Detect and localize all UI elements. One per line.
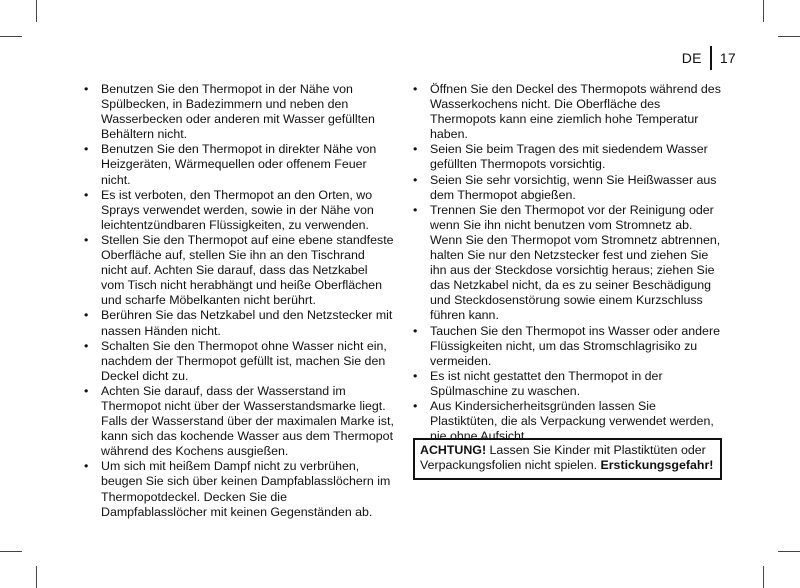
crop-mark-bottom-right-vertical: [763, 566, 764, 588]
page-header: [682, 46, 736, 70]
warning-box: [413, 438, 722, 480]
list-item: • Trennen Sie den Thermopot vor der Reinigung oder wenn Sie ihn nicht benutzen vom Stromnetz ab. Wenn Sie den Thermopot vom Stromnetz abtrennen, halten Sie nur den Netzstecker fest und ziehen Sie ihn aus der Steckdose vorsichtig heraus; ziehen Sie das Netzkabel nicht, da es zu seiner Beschädigung und Steckdosenstörung sowie einem Kurzschluss führen kann.: [413, 203, 721, 324]
list-item: • Öffnen Sie den Deckel des Thermopots während des Wasserkochens nicht. Die Oberfläche des Thermopots kann eine ziemlich hohe Temperatur haben.: [413, 82, 721, 142]
warning-label: ACHTUNG!: [420, 443, 487, 457]
list-item: • Seien Sie sehr vorsichtig, wenn Sie Heißwasser aus dem Thermopot abgießen.: [413, 173, 721, 203]
left-column-list: [84, 82, 394, 520]
list-item: • Schalten Sie den Thermopot ohne Wasser nicht ein, nachdem der Thermopot gefüllt ist, machen Sie den Deckel dicht zu.: [84, 339, 394, 384]
crop-mark-top-right-horizontal: [778, 36, 800, 37]
language-code: DE: [681, 50, 702, 66]
list-item: • Aus Kindersicherheitsgründen lassen Sie Plastiktüten, die als Verpackung verwendet werden, nie ohne Aufsicht.: [413, 399, 721, 444]
header-divider: [710, 46, 712, 70]
list-item: • Achten Sie darauf, dass der Wasserstand im Thermopot nicht über der Wasserstandsmarke liegt. Falls der Wasserstand über der maximalen Marke ist, kann sich das kochende Wasser aus dem Thermopot während des Kochens ausgießen.: [84, 384, 394, 459]
list-item: • Berühren Sie das Netzkabel und den Netzstecker mit nassen Händen nicht.: [84, 308, 394, 338]
list-item: • Es ist verboten, den Thermopot an den Orten, wo Sprays verwendet werden, sowie in der Nähe von leichtentzündbaren Flüssigkeiten, zu verwenden.: [84, 188, 394, 233]
list-item: • Benutzen Sie den Thermopot in der Nähe von Spülbecken, in Badezimmern und neben den Wasserbecken oder anderen mit Wasser gefüllten Behältern nicht.: [84, 82, 394, 142]
page-number: 17: [719, 50, 736, 66]
crop-mark-bottom-right-horizontal: [778, 551, 800, 552]
crop-mark-bottom-left-horizontal: [0, 551, 22, 552]
crop-mark-top-right-vertical: [763, 0, 764, 22]
warning-emphasis: Erstickungsgefahr!: [600, 458, 714, 473]
crop-mark-top-left-horizontal: [0, 36, 22, 37]
list-item: • Um sich mit heißem Dampf nicht zu verbrühen, beugen Sie sich über keinen Dampfablasslöchern im Thermopotdeckel. Decken Sie die Dampfablasslöcher mit keinen Gegenständen ab.: [84, 459, 394, 519]
crop-mark-bottom-left-vertical: [36, 566, 37, 588]
list-item: • Es ist nicht gestattet den Thermopot in der Spülmaschine zu waschen.: [413, 369, 721, 399]
crop-mark-top-left-vertical: [36, 0, 37, 22]
warning-text: Lassen Sie Kinder mit Plastiktüten oder Verpackungsfolien nicht spielen.: [420, 443, 706, 473]
list-item: • Stellen Sie den Thermopot auf eine ebene standfeste Oberfläche auf, stellen Sie ihn an den Tischrand nicht auf. Achten Sie darauf, dass das Netzkabel vom Tisch nicht herabhängt und heiße Oberflächen und scharfe Möbelkanten nicht berührt.: [84, 233, 394, 308]
list-item: • Seien Sie beim Tragen des mit siedendem Wasser gefüllten Thermopots vorsichtig.: [413, 142, 721, 172]
list-item: • Tauchen Sie den Thermopot ins Wasser oder andere Flüssigkeiten nicht, um das Stromschlagrisiko zu vermeiden.: [413, 324, 721, 369]
list-item: • Benutzen Sie den Thermopot in direkter Nähe von Heizgeräten, Wärmequellen oder offenem Feuer nicht.: [84, 142, 394, 187]
right-column-list: [413, 82, 721, 444]
